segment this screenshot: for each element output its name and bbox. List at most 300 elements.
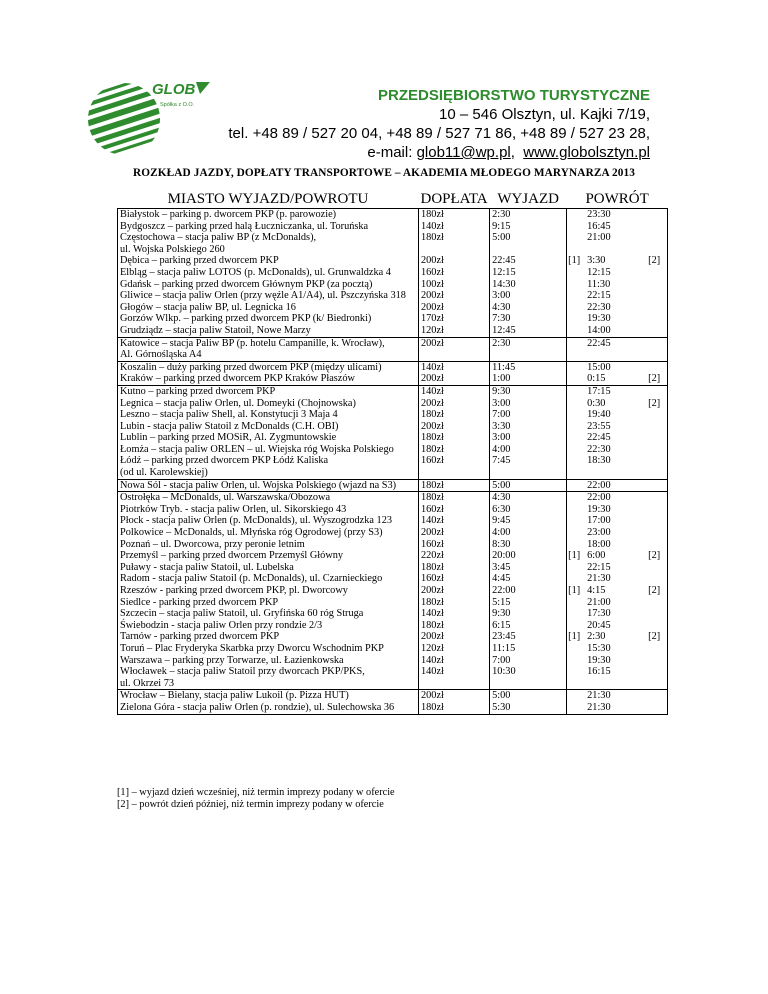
table-cell-departure (490, 244, 567, 256)
table-cell-return-note (647, 385, 668, 397)
table-cell-departure-note (567, 398, 586, 410)
table-cell-return-note (647, 349, 668, 361)
table-cell-return: 22:45 (585, 337, 647, 349)
table-cell-fee: 180zł (419, 620, 490, 632)
table-row (118, 608, 668, 620)
table-cell-departure: 7:30 (490, 313, 567, 325)
table-cell-return: 21:30 (585, 702, 647, 714)
table-cell-return-note (647, 421, 668, 433)
table-cell-departure-note (567, 409, 586, 421)
table-row (118, 550, 668, 562)
table-cell-return-note (647, 479, 668, 492)
table-cell-departure: 22:45 (490, 255, 567, 267)
table-row (118, 398, 668, 410)
table-cell-departure-note: [1] (568, 585, 581, 596)
table-cell-city: Leszno – stacja paliw Shell, al. Konstytucji 3 Maja 4 (118, 409, 419, 421)
table-cell-city: Bydgoszcz – parking przed halą Łuczniczanka, ul. Toruńska (118, 221, 419, 233)
table-cell-return-note: [2] (647, 631, 668, 643)
table-cell-city: Piotrków Tryb. - stacja paliw Orlen, ul. Sikorskiego 43 (118, 504, 419, 516)
table-cell-departure-note (567, 666, 586, 678)
footnote-1: [1] – wyjazd dzień wcześniej, niż termin imprezy podany w ofercie (117, 787, 395, 798)
email-label: e-mail: (367, 144, 417, 161)
table-cell-return-note (647, 444, 668, 456)
table-cell-fee: 200zł (419, 290, 490, 302)
table-cell-fee: 160zł (419, 267, 490, 279)
column-header-departure: WYJAZD (490, 190, 567, 209)
table-cell-return-note (647, 597, 668, 609)
table-cell-departure-note (567, 349, 586, 361)
table-cell-fee: 180zł (419, 479, 490, 492)
table-cell-return-note (647, 455, 668, 467)
document-title: ROZKŁAD JAZDY, DOPŁATY TRANSPORTOWE – AKADEMIA MŁODEGO MARYNARZA 2013 (132, 167, 636, 179)
table-cell-departure-note (567, 432, 586, 444)
table-cell-fee: 140zł (419, 655, 490, 667)
table-cell-return: 19:30 (587, 503, 611, 515)
table-cell-city: Toruń – Plac Fryderyka Skarbka przy Dworcu Wschodnim PKP (118, 643, 419, 655)
table-cell-fee: 220zł (419, 550, 490, 562)
table-cell-fee: 180zł (419, 409, 490, 421)
table-row (118, 361, 668, 373)
table-cell-fee: 140zł (419, 608, 490, 620)
table-row (118, 267, 668, 279)
table-cell-return: 19:30 (587, 313, 611, 325)
table-cell-departure-note (567, 527, 586, 539)
table-cell-return: 22:00 (585, 479, 647, 492)
table-cell-departure: 7:00 (490, 409, 567, 421)
table-cell-return-note (647, 467, 668, 479)
table-row (118, 515, 668, 527)
table-cell-return-note (647, 244, 668, 256)
table-cell-departure-note (567, 290, 586, 302)
company-header (228, 86, 650, 162)
table-cell-city: Gdańsk – parking przed dworcem Głównym PKP (za pocztą) (118, 279, 419, 291)
table-cell-departure: 6:15 (490, 620, 567, 632)
table-row (118, 279, 668, 291)
table-row (118, 209, 668, 221)
table-cell-departure: 9:30 (490, 608, 567, 620)
table-header-row (118, 190, 668, 209)
table-cell-return: 23:55 (587, 420, 611, 432)
table-cell-departure-note (567, 702, 586, 714)
table-cell-departure-note (567, 620, 586, 632)
table-row (118, 539, 668, 551)
table-cell-return-note: [2] (647, 373, 668, 385)
table-cell-return: 22:15 (587, 290, 611, 302)
table-cell-departure-note: [1] (568, 255, 581, 267)
table-cell-departure: 5:00 (490, 479, 567, 492)
table-cell-departure: 3:45 (490, 562, 567, 574)
table-cell-departure: 7:45 (490, 455, 567, 467)
table-row (118, 562, 668, 574)
table-cell-fee: 200zł (419, 398, 490, 410)
table-row (118, 385, 668, 397)
table-cell-fee: 180zł (419, 702, 490, 714)
table-cell-return: 22:15 (587, 561, 611, 573)
company-logo (82, 76, 212, 158)
footnote-2: [2] – powrót dzień później, niż termin imprezy podany w ofercie (117, 798, 384, 810)
column-header-fee: DOPŁATA (420, 191, 488, 207)
table-cell-fee: 200zł (419, 373, 490, 385)
table-cell-return: 17:30 (587, 608, 611, 620)
column-header-return: POWRÓT (567, 190, 668, 209)
table-cell-return: 22:00 (585, 492, 647, 504)
table-cell-departure-note (567, 562, 586, 574)
table-row (118, 421, 668, 433)
table-cell-fee: 100zł (419, 279, 490, 291)
table-cell-return-note (647, 620, 668, 632)
table-cell-departure-note (567, 643, 586, 655)
table-cell-return: 3:30 (587, 255, 606, 267)
table-cell-fee: 180zł (419, 432, 490, 444)
table-cell-city: Katowice – stacja Paliw BP (p. hotelu Campanille, k. Wrocław), (118, 337, 419, 349)
table-cell-fee: 200zł (419, 527, 490, 539)
table-row (118, 504, 668, 516)
table-cell-city: Legnica – stacja paliw Orlen, ul. Domeyki (Chojnowska) (118, 398, 419, 410)
table-row (118, 631, 668, 643)
table-cell-return: 20:45 (587, 619, 611, 631)
table-cell-departure: 9:30 (490, 385, 567, 397)
table-row (118, 585, 668, 597)
table-cell-departure-note (567, 361, 586, 373)
table-cell-return (585, 467, 647, 479)
table-cell-departure: 3:00 (490, 432, 567, 444)
table-cell-departure: 2:30 (490, 337, 567, 349)
table-cell-city: Dębica – parking przed dworcem PKP (118, 255, 419, 267)
table-cell-departure: 9:15 (490, 221, 567, 233)
table-cell-return: 23:00 (587, 527, 611, 539)
table-cell-return: 22:30 (587, 301, 611, 313)
table-cell-departure: 11:15 (490, 643, 567, 655)
table-cell-fee: 160zł (419, 539, 490, 551)
table-cell-city: Kraków – parking przed dworcem PKP Kraków Płaszów (118, 373, 419, 385)
table-cell-fee (419, 244, 490, 256)
table-row (118, 678, 668, 690)
table-cell-departure-note (567, 573, 586, 585)
table-cell-departure-note (567, 479, 586, 492)
table-cell-return-note (647, 608, 668, 620)
table-row (118, 302, 668, 314)
table-cell-city: Lubin - stacja paliw Statoil z McDonalds (C.H. OBI) (118, 421, 419, 433)
table-cell-departure: 3:00 (490, 290, 567, 302)
table-cell-return-note (647, 290, 668, 302)
table-cell-departure: 10:30 (490, 666, 567, 678)
table-row (118, 702, 668, 714)
table-cell-city: Siedlce - parking przed dworcem PKP (118, 597, 419, 609)
table-cell-city: ul. Okrzei 73 (118, 678, 419, 690)
table-cell-fee: 140zł (419, 515, 490, 527)
table-cell-departure-note (567, 337, 586, 349)
table-cell-departure: 20:00 (490, 550, 567, 562)
table-row (118, 244, 668, 256)
table-cell-fee: 200zł (419, 631, 490, 643)
table-cell-departure: 4:45 (490, 573, 567, 585)
table-cell-return: 6:00 (587, 550, 606, 562)
table-cell-city: Al. Górnośląska A4 (118, 349, 419, 361)
table-cell-departure: 7:00 (490, 655, 567, 667)
table-cell-departure (490, 678, 567, 690)
company-phones: tel. +48 89 / 527 20 04, +48 89 / 527 71 86, +48 89 / 527 23 28, (228, 125, 650, 142)
table-cell-return-note (647, 325, 668, 337)
table-cell-fee: 160zł (419, 573, 490, 585)
table-cell-departure: 14:30 (490, 279, 567, 291)
table-row (118, 313, 668, 325)
table-cell-return: 2:30 (587, 631, 606, 643)
table-cell-fee: 140zł (419, 666, 490, 678)
table-cell-fee: 180zł (419, 209, 490, 221)
table-cell-return: 4:15 (587, 585, 606, 596)
table-row (118, 221, 668, 233)
table-cell-return-note (647, 209, 668, 221)
table-cell-departure-note: [1] (568, 631, 581, 643)
table-cell-departure-note (567, 221, 586, 233)
table-cell-departure-note (567, 690, 586, 702)
table-cell-departure-note (567, 492, 586, 504)
table-cell-departure: 12:15 (490, 267, 567, 279)
table-cell-return: 16:15 (587, 666, 611, 678)
table-cell-return-note (647, 361, 668, 373)
table-cell-departure: 6:30 (490, 504, 567, 516)
table-cell-return: 18:30 (587, 455, 611, 467)
table-cell-departure-note (567, 325, 586, 337)
table-row (118, 455, 668, 467)
table-cell-fee: 120zł (419, 643, 490, 655)
table-cell-fee: 140zł (419, 221, 490, 233)
schedule-body (118, 209, 668, 715)
table-cell-city: Tarnów - parking przed dworcem PKP (118, 631, 419, 643)
table-cell-departure: 9:45 (490, 515, 567, 527)
table-cell-departure-note (567, 373, 586, 385)
table-cell-return-note: [2] (647, 255, 668, 267)
table-row (118, 373, 668, 385)
table-cell-fee: 160zł (419, 455, 490, 467)
table-cell-return: 21:00 (587, 596, 611, 608)
table-row (118, 444, 668, 456)
table-cell-return-note (647, 573, 668, 585)
table-cell-return-note (647, 302, 668, 314)
company-address: 10 – 546 Olsztyn, ul. Kajki 7/19, (439, 106, 650, 123)
table-cell-city: Łódź – parking przed dworcem PKP Łódź Kaliska (118, 455, 419, 467)
table-row (118, 655, 668, 667)
table-cell-return: 19:40 (587, 409, 611, 421)
table-cell-city: Łomża – stacja paliw ORLEN – ul. Wiejska róg Wojska Polskiego (118, 444, 419, 456)
table-cell-return (585, 678, 647, 690)
table-cell-return-note (647, 409, 668, 421)
table-cell-departure-note (567, 597, 586, 609)
table-cell-return: 0:30 (587, 397, 606, 409)
table-cell-fee: 200zł (419, 690, 490, 702)
table-cell-departure-note (567, 467, 586, 479)
table-cell-departure: 5:00 (490, 232, 567, 244)
table-cell-return-note (647, 267, 668, 279)
table-cell-departure-note (567, 385, 586, 397)
table-cell-fee: 180zł (419, 562, 490, 574)
table-cell-fee: 200zł (419, 585, 490, 597)
table-cell-return: 21:30 (587, 573, 611, 585)
table-cell-city: (od ul. Karolewskiej) (118, 467, 419, 479)
table-cell-city: Grudziądz – stacja paliw Statoil, Nowe Marzy (118, 325, 419, 337)
table-cell-city: Poznań – ul. Dworcowa, przy peronie letnim (118, 539, 419, 551)
table-cell-departure: 4:30 (490, 302, 567, 314)
table-row (118, 325, 668, 337)
table-cell-return: 14:00 (587, 324, 611, 336)
table-cell-departure: 12:45 (490, 325, 567, 337)
table-row (118, 255, 668, 267)
table-cell-return: 22:45 (587, 432, 611, 444)
schedule-table (117, 190, 668, 715)
website-link[interactable]: www.globolsztyn.pl (523, 144, 650, 161)
table-cell-city: Wrocław – Bielany, stacja paliw Lukoil (p. Pizza HUT) (118, 690, 419, 702)
table-cell-fee: 200zł (419, 302, 490, 314)
table-cell-fee: 180zł (419, 492, 490, 504)
table-cell-fee: 180zł (419, 232, 490, 244)
table-row (118, 432, 668, 444)
table-cell-city: Zielona Góra - stacja paliw Orlen (p. rondzie), ul. Sulechowska 36 (118, 702, 419, 714)
table-cell-city: Warszawa – parking przy Torwarze, ul. Łazienkowska (118, 655, 419, 667)
table-row (118, 479, 668, 492)
table-cell-fee (419, 349, 490, 361)
table-cell-departure-note (567, 608, 586, 620)
table-cell-city: Włocławek – stacja paliw Statoil przy dworcach PKP/PKS, (118, 666, 419, 678)
table-cell-city: Kutno – parking przed dworcem PKP (118, 385, 419, 397)
company-contact: e-mail: glob11@wp.pl, www.globolsztyn.pl (367, 144, 650, 161)
table-cell-return: 12:15 (587, 266, 611, 278)
table-cell-city: ul. Wojska Polskiego 260 (118, 244, 419, 256)
table-cell-return-note (647, 515, 668, 527)
table-cell-return: 23:30 (585, 209, 647, 221)
table-row (118, 409, 668, 421)
table-cell-departure-note (567, 444, 586, 456)
table-row (118, 690, 668, 702)
table-cell-departure-note (567, 209, 586, 221)
table-cell-fee: 160zł (419, 504, 490, 516)
table-cell-fee: 200zł (419, 337, 490, 349)
table-cell-return-note (647, 279, 668, 291)
table-cell-departure-note (567, 302, 586, 314)
table-cell-fee: 180zł (419, 597, 490, 609)
table-cell-city: Białystok – parking p. dworcem PKP (p. parowozie) (118, 209, 419, 221)
table-row (118, 527, 668, 539)
table-cell-return-note (647, 313, 668, 325)
table-cell-city: Rzeszów - parking przed dworcem PKP, pl. Dworcowy (118, 585, 419, 597)
table-row (118, 492, 668, 504)
table-cell-return-note (647, 643, 668, 655)
table-cell-return: 15:30 (587, 642, 611, 654)
table-cell-return: 0:15 (587, 373, 606, 385)
table-cell-return-note (647, 678, 668, 690)
table-cell-departure-note (567, 244, 586, 256)
table-cell-return: 16:45 (587, 220, 611, 232)
table-cell-departure: 3:30 (490, 421, 567, 433)
table-row (118, 573, 668, 585)
table-cell-departure-note: [1] (568, 550, 581, 562)
table-cell-return (585, 349, 647, 361)
table-cell-return-note (647, 504, 668, 516)
table-cell-city: Głogów – stacja paliw BP, ul. Legnicka 16 (118, 302, 419, 314)
table-row (118, 597, 668, 609)
table-cell-return-note (647, 492, 668, 504)
table-row (118, 467, 668, 479)
logo-brand: GLOB (152, 81, 196, 98)
table-cell-departure (490, 467, 567, 479)
table-cell-city: Gorzów Wlkp. – parking przed dworcem PKP (k/ Biedronki) (118, 313, 419, 325)
table-cell-return-note (647, 221, 668, 233)
table-cell-departure-note (567, 279, 586, 291)
table-cell-return: 17:00 (587, 515, 611, 527)
table-cell-city: Elbląg – stacja paliw LOTOS (p. McDonalds), ul. Grunwaldzka 4 (118, 267, 419, 279)
table-cell-departure: 4:30 (490, 492, 567, 504)
table-cell-return-note: [2] (647, 585, 668, 597)
table-cell-departure: 2:30 (490, 209, 567, 221)
table-cell-departure: 23:45 (490, 631, 567, 643)
table-cell-city: Radom - stacja paliw Statoil (p. McDonalds), ul. Czarnieckiego (118, 573, 419, 585)
table-cell-city: Częstochowa – stacja paliw BP (z McDonalds), (118, 232, 419, 244)
table-cell-return: 17:15 (585, 385, 647, 397)
company-name: PRZEDSIĘBIORSTWO TURYSTYCZNE (378, 87, 650, 104)
table-cell-departure-note (567, 655, 586, 667)
email-link[interactable]: glob11@wp.pl (416, 144, 511, 161)
table-cell-return-note (647, 232, 668, 244)
table-cell-departure: 11:45 (490, 361, 567, 373)
table-cell-departure-note (567, 267, 586, 279)
table-cell-city: Ostrołęka – McDonalds, ul. Warszawska/Obozowa (118, 492, 419, 504)
table-cell-return-note (647, 432, 668, 444)
table-cell-return-note (647, 562, 668, 574)
logo-subtitle: Spółka z O.O. (160, 102, 195, 108)
table-cell-departure-note (567, 232, 586, 244)
table-cell-departure: 5:00 (490, 690, 567, 702)
table-cell-return-note (647, 539, 668, 551)
table-cell-city: Polkowice – McDonalds, ul. Młyńska róg Ogrodowej (przy S3) (118, 527, 419, 539)
table-cell-return: 15:00 (585, 361, 647, 373)
table-cell-fee: 140zł (419, 385, 490, 397)
table-row (118, 232, 668, 244)
table-cell-fee: 120zł (419, 325, 490, 337)
table-cell-departure: 5:15 (490, 597, 567, 609)
globe-logo-icon (82, 76, 212, 158)
table-cell-departure: 4:00 (490, 527, 567, 539)
table-cell-city: Nowa Sól - stacja paliw Orlen, ul. Wojska Polskiego (wjazd na S3) (118, 479, 419, 492)
table-cell-fee: 200zł (419, 255, 490, 267)
table-cell-return-note (647, 666, 668, 678)
table-cell-return-note (647, 690, 668, 702)
table-row (118, 349, 668, 361)
table-row (118, 290, 668, 302)
table-cell-departure-note (567, 678, 586, 690)
table-cell-city: Koszalin – duży parking przed dworcem PKP (między ulicami) (118, 361, 419, 373)
table-cell-fee (419, 467, 490, 479)
table-cell-return-note (647, 702, 668, 714)
table-cell-return-note: [2] (647, 550, 668, 562)
table-cell-city: Lublin – parking przed MOSiR, Al. Zygmuntowskie (118, 432, 419, 444)
table-cell-city: Płock - stacja paliw Orlen (p. McDonalds), ul. Wyszogrodzka 123 (118, 515, 419, 527)
table-cell-return-note (647, 655, 668, 667)
column-header-city: MIASTO WYJAZD/POWROTU (118, 190, 419, 209)
table-cell-city: Świebodzin - stacja paliw Orlen przy rondzie 2/3 (118, 620, 419, 632)
table-cell-return: 11:30 (587, 278, 611, 290)
table-cell-return: 21:30 (585, 690, 647, 702)
table-cell-return-note (647, 337, 668, 349)
table-cell-city: Puławy - stacja paliw Statoil, ul. Lubelska (118, 562, 419, 574)
table-cell-return-note: [2] (647, 398, 668, 410)
table-cell-fee: 180zł (419, 444, 490, 456)
table-cell-departure-note (567, 421, 586, 433)
table-cell-return: 19:30 (587, 654, 611, 666)
table-row (118, 666, 668, 678)
table-row (118, 643, 668, 655)
table-cell-return: 21:00 (587, 232, 611, 244)
table-cell-fee: 200zł (419, 421, 490, 433)
table-cell-departure-note (567, 539, 586, 551)
